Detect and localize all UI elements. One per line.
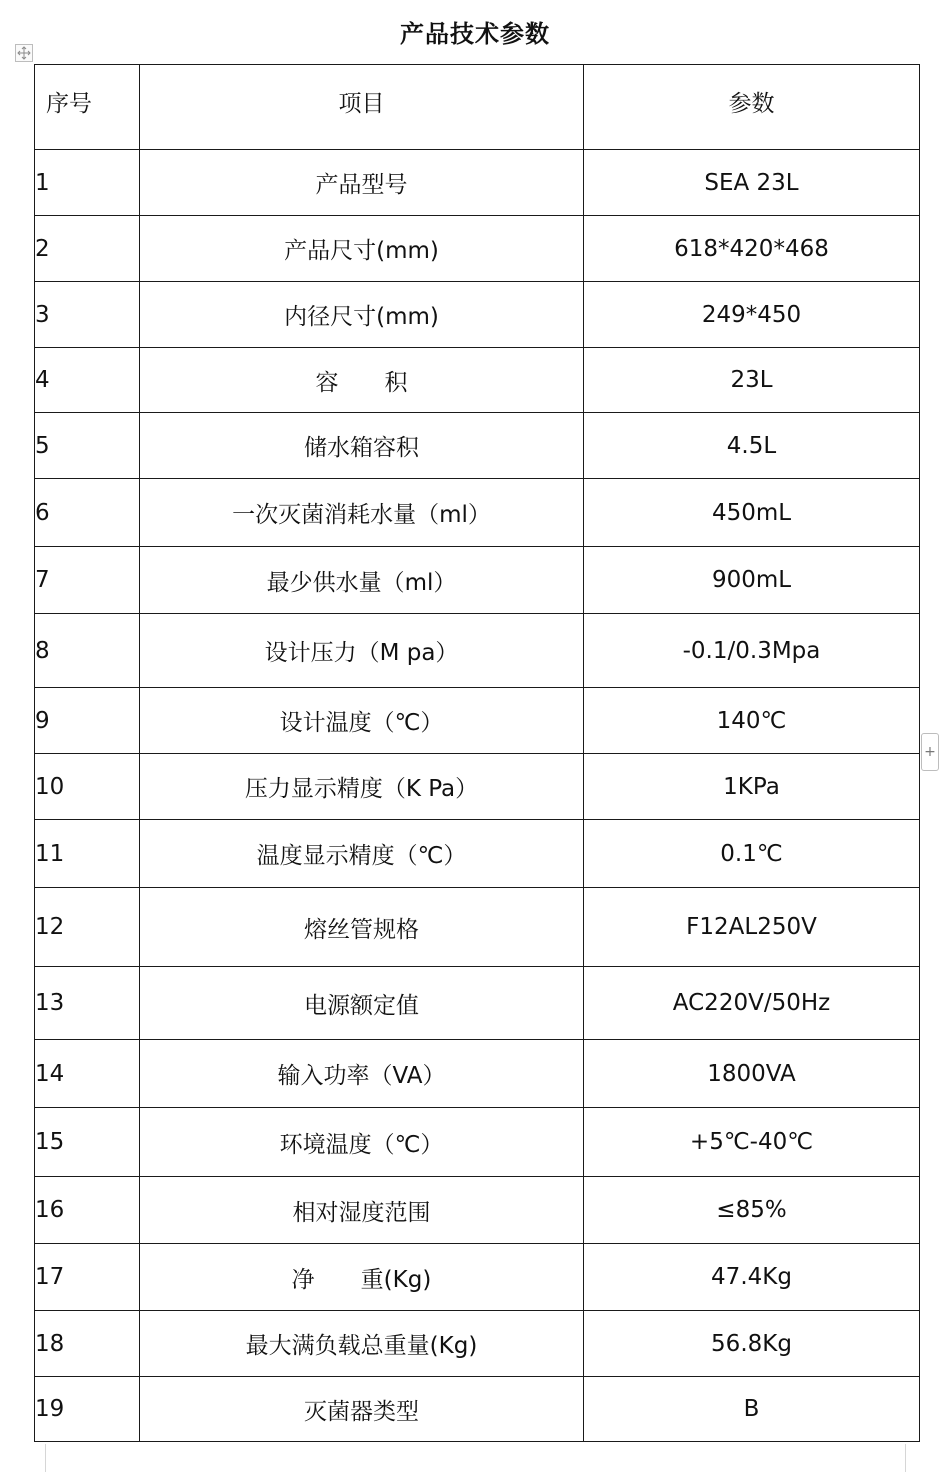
cell-value: SEA 23L xyxy=(584,150,920,216)
header-no: 序号 xyxy=(35,65,140,150)
table-row xyxy=(35,479,920,547)
cell-value: 23L xyxy=(584,348,920,413)
add-row-button[interactable] xyxy=(921,733,939,771)
cell-no: 4 xyxy=(35,348,140,413)
page-margin-line-right xyxy=(905,1444,906,1472)
cell-no: 15 xyxy=(35,1108,140,1177)
page-title: 产品技术参数 xyxy=(400,20,550,48)
table-row xyxy=(35,1108,920,1177)
table-row xyxy=(35,1040,920,1108)
table-row xyxy=(35,1244,920,1311)
table-header-row xyxy=(35,65,920,150)
cell-item: 压力显示精度（K Pa） xyxy=(140,754,584,820)
cell-item: 容 积 xyxy=(140,348,584,413)
parameters-table xyxy=(34,64,920,1442)
table-row xyxy=(35,1377,920,1442)
cell-no: 14 xyxy=(35,1040,140,1108)
cell-item: 产品型号 xyxy=(140,150,584,216)
cell-value: 0.1℃ xyxy=(584,820,920,888)
cell-value: 140℃ xyxy=(584,688,920,754)
cell-value: -0.1/0.3Mpa xyxy=(584,614,920,688)
cell-no: 2 xyxy=(35,216,140,282)
table-row xyxy=(35,547,920,614)
cell-no: 1 xyxy=(35,150,140,216)
table-row xyxy=(35,348,920,413)
cell-value: 450mL xyxy=(584,479,920,547)
table-row xyxy=(35,754,920,820)
table-row xyxy=(35,1311,920,1377)
cell-item: 一次灭菌消耗水量（ml） xyxy=(140,479,584,547)
table-row xyxy=(35,1177,920,1244)
header-item: 项目 xyxy=(140,65,584,150)
table-row xyxy=(35,820,920,888)
cell-no: 13 xyxy=(35,967,140,1040)
table-move-handle[interactable] xyxy=(15,44,33,62)
table-row xyxy=(35,688,920,754)
cell-item: 设计压力（M pa） xyxy=(140,614,584,688)
cell-item: 相对湿度范围 xyxy=(140,1177,584,1244)
cell-value: 900mL xyxy=(584,547,920,614)
plus-icon: + xyxy=(924,744,936,760)
cell-no: 10 xyxy=(35,754,140,820)
cell-no: 9 xyxy=(35,688,140,754)
cell-item: 储水箱容积 xyxy=(140,413,584,479)
cell-no: 8 xyxy=(35,614,140,688)
cell-value: 1800VA xyxy=(584,1040,920,1108)
header-value: 参数 xyxy=(584,65,920,150)
table-row xyxy=(35,967,920,1040)
cell-no: 11 xyxy=(35,820,140,888)
cell-value: 56.8Kg xyxy=(584,1311,920,1377)
cell-item: 净 重(Kg) xyxy=(140,1244,584,1311)
cell-no: 7 xyxy=(35,547,140,614)
cell-no: 17 xyxy=(35,1244,140,1311)
table-row xyxy=(35,614,920,688)
cell-value: 4.5L xyxy=(584,413,920,479)
cell-value: AC220V/50Hz xyxy=(584,967,920,1040)
cell-item: 环境温度（℃） xyxy=(140,1108,584,1177)
cell-value: +5℃-40℃ xyxy=(584,1108,920,1177)
cell-value: 47.4Kg xyxy=(584,1244,920,1311)
cell-item: 熔丝管规格 xyxy=(140,888,584,967)
cell-value: F12AL250V xyxy=(584,888,920,967)
cell-value: B xyxy=(584,1377,920,1442)
cell-no: 6 xyxy=(35,479,140,547)
cell-item: 最大满负载总重量(Kg) xyxy=(140,1311,584,1377)
table-row xyxy=(35,413,920,479)
page-margin-line-left xyxy=(45,1444,46,1472)
cell-item: 灭菌器类型 xyxy=(140,1377,584,1442)
table-row xyxy=(35,216,920,282)
cell-item: 产品尺寸(mm) xyxy=(140,216,584,282)
table-row xyxy=(35,282,920,348)
table-row xyxy=(35,150,920,216)
cell-item: 输入功率（VA） xyxy=(140,1040,584,1108)
table-row xyxy=(35,888,920,967)
cell-no: 18 xyxy=(35,1311,140,1377)
cell-item: 最少供水量（ml） xyxy=(140,547,584,614)
cell-no: 5 xyxy=(35,413,140,479)
cell-value: 1KPa xyxy=(584,754,920,820)
cell-item: 内径尺寸(mm) xyxy=(140,282,584,348)
cell-no: 3 xyxy=(35,282,140,348)
cell-value: 249*450 xyxy=(584,282,920,348)
cell-no: 19 xyxy=(35,1377,140,1442)
cell-item: 电源额定值 xyxy=(140,967,584,1040)
cell-value: 618*420*468 xyxy=(584,216,920,282)
move-cross-icon xyxy=(16,45,32,61)
cell-no: 16 xyxy=(35,1177,140,1244)
cell-item: 温度显示精度（℃） xyxy=(140,820,584,888)
cell-value: ≤85% xyxy=(584,1177,920,1244)
cell-item: 设计温度（℃） xyxy=(140,688,584,754)
cell-no: 12 xyxy=(35,888,140,967)
